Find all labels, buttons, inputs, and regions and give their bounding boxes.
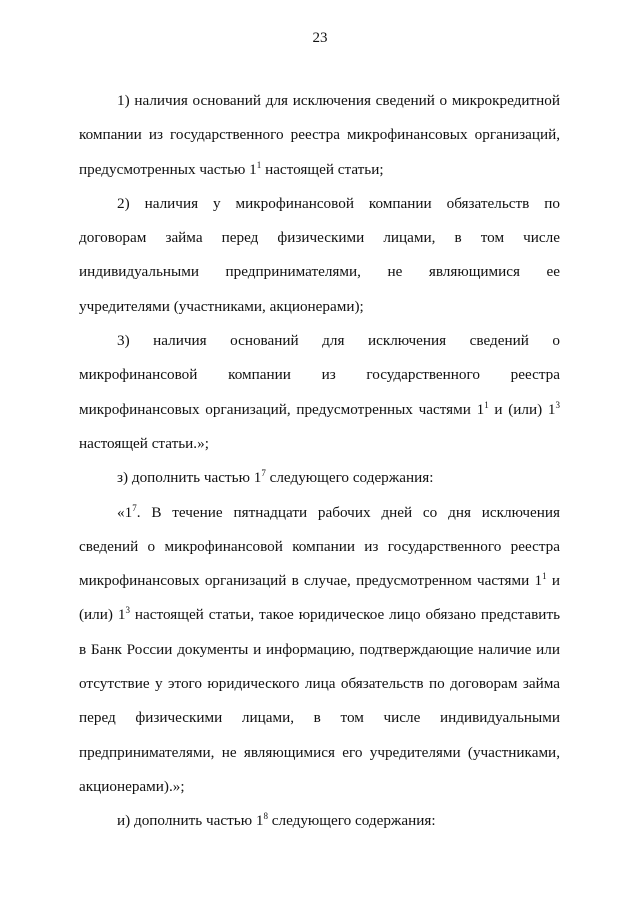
- paragraph-text: и (или) 1: [79, 572, 560, 624]
- paragraph-text: 2) наличия у микрофинансовой компании обязательств по договорам займа перед физическими лицами, в том числе индивидуальными предпринимателями, не являющимися ее учредителями (участниками, акционерами);: [79, 194, 560, 315]
- superscript: 7: [132, 502, 137, 513]
- paragraph-text: 3) наличия оснований для исключения сведений о микрофинансовой компании из государственного реестра микрофинансовых организаций, предусмотренных частями 1: [79, 332, 560, 418]
- paragraph-item-1: [79, 84, 560, 187]
- paragraph-item-5: [79, 496, 560, 805]
- superscript: 1: [484, 399, 489, 410]
- paragraph-text: з) дополнить частью 1: [117, 469, 262, 487]
- superscript: 1: [542, 571, 547, 582]
- paragraph-text: . В течение пятнадцати рабочих дней со дня исключения сведений о микрофинансовой компании из государственного реестра микрофинансовых организаций в случае, предусмотренном частями 1: [79, 503, 560, 590]
- paragraph-text: 1) наличия оснований для исключения сведений о микрокредитной компании из государственного реестра микрофинансовых организаций, предусмотренных частью 1: [79, 92, 560, 178]
- paragraph-text: «1: [117, 503, 133, 521]
- paragraph-text: следующего содержания:: [267, 812, 436, 830]
- superscript: 3: [555, 399, 561, 410]
- paragraph-text: настоящей статьи.»;: [79, 434, 209, 452]
- superscript: 3: [125, 605, 130, 616]
- paragraph-item-6: [79, 804, 560, 838]
- paragraph-text: и (или) 1: [488, 400, 556, 418]
- paragraph-item-4: [79, 461, 560, 495]
- page-number: 23: [312, 30, 328, 46]
- paragraph-item-3: [79, 324, 560, 461]
- paragraph-text: настоящей статьи, такое юридическое лицо обязано представить в Банк России документы и информацию, подтверждающие наличие или отсутствие у этого юридического лица обязательств по договорам займа перед физическими лицами, в том числе индивидуальными предпринимателями, не являющимися его учредителями (участниками, акционерами).»;: [79, 606, 561, 795]
- paragraph-item-2: [79, 187, 560, 324]
- paragraph-text: и) дополнить частью 1: [117, 812, 264, 830]
- superscript: 1: [256, 159, 262, 170]
- paragraph-text: настоящей статьи;: [261, 160, 384, 178]
- superscript: 8: [263, 811, 268, 822]
- superscript: 7: [261, 468, 266, 479]
- paragraph-text: следующего содержания:: [265, 469, 434, 487]
- document-body: [79, 84, 560, 839]
